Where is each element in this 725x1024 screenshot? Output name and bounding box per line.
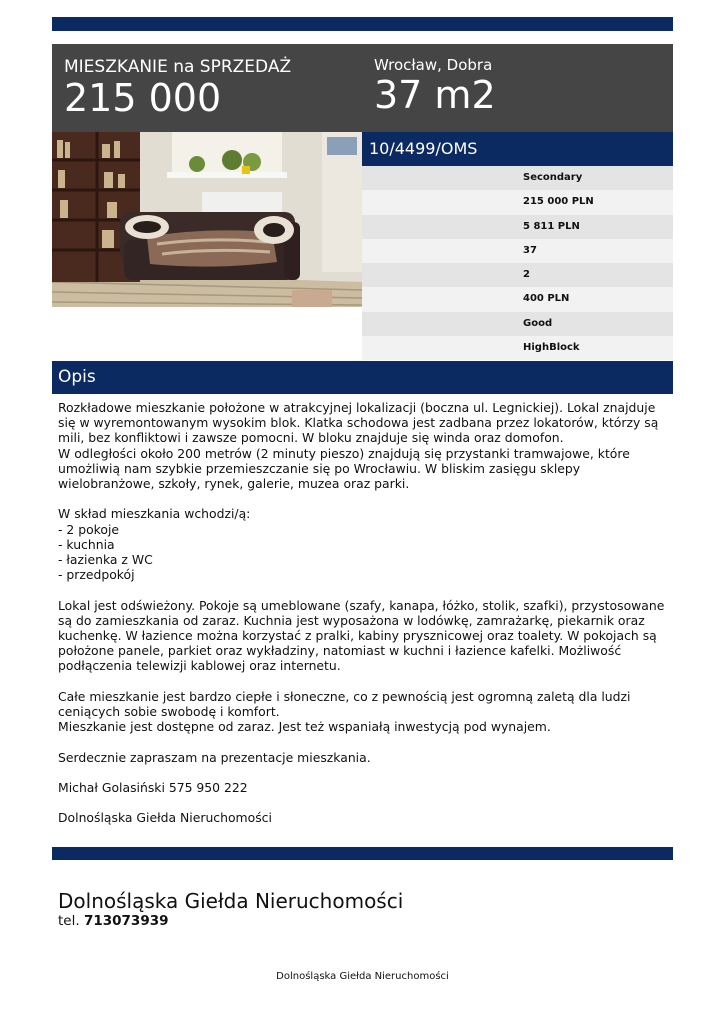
- param-condition: Good: [362, 312, 673, 336]
- param-market: Secondary: [362, 166, 673, 190]
- offer-type: MIESZKANIE na SPRZEDAŻ: [64, 57, 292, 77]
- footer-text: Dolnośląska Giełda Nieruchomości: [276, 971, 449, 982]
- apartment-photo: [52, 132, 362, 307]
- param-building-type: HighBlock: [362, 336, 673, 360]
- bottom-accent-bar: [52, 847, 673, 860]
- offer-area: 37 m2: [374, 73, 496, 117]
- phone-number: 713073939: [83, 913, 169, 929]
- description-text: Rozkładowe mieszkanie położone w atrakcyjnej lokalizacji (boczna ul. Legnickiej). Lokal znajduje się w wyremontowanym wysokim blok. Klatka schodowa jest zadbana przez lokatorów, którzy są mili, bez konfliktowi i zawsze pomocni. W bloku znajduje się winda oraz domofon. W odległości około 200 metrów (2 minuty pieszo) znajdują się przystanki tramwajowe, które umożliwią nam szybkie przemieszczanie się po Wrocławiu. W bliskim zasięgu sklepy wielobranżowe, szkoły, rynek, galerie, muzea oraz parki. W skład mieszkania wchodzi/ą: - 2 pokoje - kuchnia - łazienka z WC - przedpokój Lokal jest odświeżony. Pokoje są umeblowane (szafy, kanapa, łóżko, stolik, szafki), przystosowane są do zamieszkania od zaraz. Kuchnia jest wyposażona w lodówkę, zamrażarkę, piekarnik oraz kuchenkę. W łazience można korzystać z pralki, kabiny prysznicowej oraz toalety. W pokojach są położone panele, parkiet oraz wykładziny, natomiast w kuchni i łazience kafelki. Możliwość podłączenia telewizji kablowej oraz internetu. Całe mieszkanie jest bardzo ciepłe i słoneczne, co z pewnością jest ogromną zaletą dla ludzi ceniących sobie swobodę i komfort. Mieszkanie jest dostępne od zaraz. Jest też wspaniałą inwestycją pod wynajem. Serdecznie zapraszam na prezentacje mieszkania. Michał Golasiński 575 950 222 Dolnośląska Giełda Nieruchomości: [58, 400, 665, 826]
- params-table: [362, 166, 673, 360]
- offer-price: 215 000: [64, 76, 222, 120]
- param-rooms: 2: [362, 263, 673, 287]
- param-area: 37: [362, 239, 673, 263]
- agency-name: Dolnośląska Giełda Nieruchomości: [58, 889, 404, 913]
- description-heading: Opis: [52, 361, 673, 394]
- agency-phone: [58, 913, 169, 929]
- param-price: 215 000 PLN: [362, 190, 673, 214]
- offer-location: Wrocław, Dobra: [374, 56, 493, 74]
- phone-label: tel.: [58, 913, 80, 929]
- top-accent-bar: [52, 17, 673, 31]
- param-price-per-m2: 5 811 PLN: [362, 215, 673, 239]
- listing-header: [52, 44, 673, 132]
- reference-number: 10/4499/OMS: [362, 132, 673, 166]
- param-rent: 400 PLN: [362, 287, 673, 311]
